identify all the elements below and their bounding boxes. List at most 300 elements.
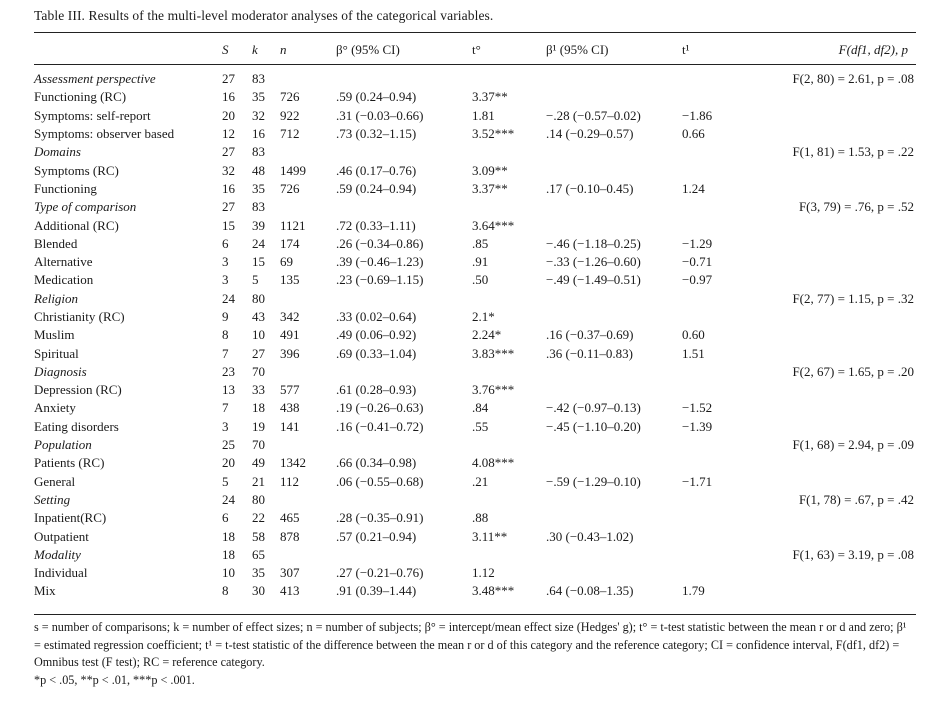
cell-beta1: .64 (−0.08–1.35) (546, 583, 634, 599)
table-row (34, 271, 916, 289)
cell-beta0: .69 (0.33–1.04) (336, 345, 417, 361)
table-row (34, 527, 916, 545)
cell-ftest (740, 271, 916, 289)
cell-n: 465 (280, 510, 300, 526)
row-label: Mix (34, 583, 56, 599)
cell-t1 (682, 88, 740, 106)
cell-s: 7 (222, 345, 229, 361)
cell-s: 27 (222, 71, 235, 87)
cell-beta1 (546, 216, 682, 234)
cell-beta0: .46 (0.17–0.76) (336, 162, 417, 178)
cell-beta0: .28 (−0.35–0.91) (336, 510, 424, 526)
cell-k: 15 (252, 254, 265, 270)
cell-t0 (472, 70, 546, 88)
cell-t0: 2.24* (472, 327, 502, 343)
cell-n (280, 143, 336, 161)
cell-beta1: −.33 (−1.26–0.60) (546, 254, 641, 270)
cell-t1 (682, 381, 740, 399)
cell-beta0: .66 (0.34–0.98) (336, 455, 417, 471)
header-t1: t¹ (682, 42, 690, 57)
table-header-row (34, 38, 916, 62)
table-row (34, 161, 916, 179)
table-row (34, 381, 916, 399)
table-row (34, 253, 916, 271)
cell-beta0: .61 (0.28–0.93) (336, 382, 417, 398)
cell-beta1 (546, 161, 682, 179)
cell-n (280, 436, 336, 454)
cell-beta0: .57 (0.21–0.94) (336, 528, 417, 544)
cell-ftest: F(3, 79) = .76, p = .52 (798, 199, 914, 215)
table-row (34, 564, 916, 582)
cell-n: 712 (280, 126, 300, 142)
cell-ftest: F(2, 80) = 2.61, p = .08 (792, 71, 914, 87)
cell-beta1 (546, 436, 682, 454)
cell-s: 3 (222, 418, 229, 434)
moderator-table (34, 38, 916, 601)
table-group-row (34, 546, 916, 564)
cell-k: 19 (252, 418, 265, 434)
row-label: Medication (34, 272, 94, 288)
cell-beta1: .17 (−0.10–0.45) (546, 180, 634, 196)
cell-s: 18 (222, 528, 235, 544)
cell-t0: 3.48*** (472, 583, 515, 599)
cell-t0: .84 (472, 400, 489, 416)
table-group-row (34, 436, 916, 454)
table-group-row (34, 491, 916, 509)
cell-t1 (682, 491, 740, 509)
cell-n: 577 (280, 382, 300, 398)
cell-k: 80 (252, 491, 265, 507)
cell-k: 48 (252, 162, 265, 178)
table-group-row (34, 198, 916, 216)
cell-ftest (740, 418, 916, 436)
cell-k: 30 (252, 583, 265, 599)
cell-k: 83 (252, 71, 265, 87)
cell-s: 3 (222, 272, 229, 288)
cell-t0: 3.83*** (472, 345, 515, 361)
cell-beta0: .16 (−0.41–0.72) (336, 418, 424, 434)
cell-s: 24 (222, 491, 235, 507)
cell-t0: .85 (472, 235, 489, 251)
cell-t1: 1.51 (682, 345, 705, 361)
cell-s: 16 (222, 180, 235, 196)
cell-beta0: .59 (0.24–0.94) (336, 89, 417, 105)
cell-ftest (740, 399, 916, 417)
cell-n: 1342 (280, 455, 306, 471)
cell-k: 83 (252, 144, 265, 160)
row-label: Spiritual (34, 345, 79, 361)
cell-n (280, 198, 336, 216)
cell-beta1: −.59 (−1.29–0.10) (546, 473, 641, 489)
cell-t0: 1.81 (472, 107, 495, 123)
cell-t0: 4.08*** (472, 455, 515, 471)
row-label: Eating disorders (34, 418, 119, 434)
table-row (34, 107, 916, 125)
bottom-rule (34, 614, 916, 615)
cell-ftest (740, 381, 916, 399)
table-group-row (34, 290, 916, 308)
cell-s: 24 (222, 290, 235, 306)
cell-t0: .21 (472, 473, 489, 489)
cell-t1 (682, 143, 740, 161)
cell-t0: 3.37** (472, 180, 508, 196)
cell-beta0 (336, 70, 472, 88)
table-row (34, 180, 916, 198)
cell-beta1 (546, 564, 682, 582)
cell-t1: −0.97 (682, 272, 713, 288)
cell-n: 135 (280, 272, 300, 288)
header-s: S (222, 42, 229, 57)
cell-k: 49 (252, 455, 265, 471)
cell-k: 35 (252, 565, 265, 581)
cell-n: 726 (280, 180, 300, 196)
row-label: General (34, 473, 76, 489)
cell-n (280, 491, 336, 509)
header-ftest: F(df1, df2), p (838, 42, 908, 57)
cell-t0: 3.76*** (472, 382, 515, 398)
cell-ftest (740, 88, 916, 106)
cell-ftest: F(1, 68) = 2.94, p = .09 (792, 437, 914, 453)
cell-t0 (472, 436, 546, 454)
cell-ftest (740, 473, 916, 491)
cell-beta0: .59 (0.24–0.94) (336, 180, 417, 196)
row-label: Individual (34, 565, 88, 581)
cell-s: 7 (222, 400, 229, 416)
cell-k: 22 (252, 510, 265, 526)
cell-n: 112 (280, 473, 300, 489)
cell-s: 15 (222, 217, 235, 233)
cell-beta0 (336, 491, 472, 509)
cell-ftest (740, 107, 916, 125)
cell-n (280, 546, 336, 564)
cell-ftest: F(2, 77) = 1.15, p = .32 (792, 290, 914, 306)
cell-beta1 (546, 491, 682, 509)
cell-t1 (682, 216, 740, 234)
cell-t1 (682, 363, 740, 381)
notes-definitions: s = number of comparisons; k = number of effect sizes; n = number of subjects; β° = intercept/mean effect size (Hedges' g); t° = t-test statistic between the mean r or d and zero; β¹ = estimated regression coefficient; t¹ = t-test statistic of the difference between the mean r or d of this category and the reference category; CI = confidence interval, F(df1, df2) = Omnibus test (F test); RC = reference category. (34, 620, 907, 669)
cell-ftest (740, 344, 916, 362)
cell-t1 (682, 308, 740, 326)
cell-n: 69 (280, 254, 293, 270)
row-label: Additional (RC) (34, 217, 119, 233)
cell-t1 (682, 454, 740, 472)
header-t0: t° (472, 42, 481, 57)
cell-s: 25 (222, 437, 235, 453)
cell-t1 (682, 198, 740, 216)
header-beta0: β° (95% CI) (336, 42, 400, 57)
header-n: n (280, 42, 287, 57)
cell-beta1 (546, 290, 682, 308)
cell-t0: 2.1* (472, 309, 495, 324)
table-row (34, 454, 916, 472)
cell-t0 (472, 363, 546, 381)
row-label: Religion (34, 290, 79, 306)
cell-ftest: F(1, 81) = 1.53, p = .22 (792, 144, 914, 160)
cell-n (280, 70, 336, 88)
cell-s: 20 (222, 455, 235, 471)
cell-k: 70 (252, 437, 265, 453)
cell-t0: 3.11** (472, 528, 508, 544)
cell-beta0: .91 (0.39–1.44) (336, 583, 417, 599)
row-label: Type of comparison (34, 199, 137, 215)
table-row (34, 326, 916, 344)
row-label: Symptoms: self-report (34, 107, 151, 123)
cell-k: 16 (252, 126, 265, 142)
cell-s: 32 (222, 162, 235, 178)
cell-t1: −1.39 (682, 418, 713, 434)
table-notes (34, 619, 916, 689)
cell-beta1 (546, 88, 682, 106)
cell-beta1: −.28 (−0.57–0.02) (546, 107, 641, 123)
cell-k: 65 (252, 546, 265, 562)
cell-beta1 (546, 546, 682, 564)
cell-beta1: −.45 (−1.10–0.20) (546, 418, 641, 434)
row-label: Anxiety (34, 400, 76, 416)
cell-t1 (682, 564, 740, 582)
cell-t1 (682, 436, 740, 454)
table-row (34, 216, 916, 234)
cell-beta1: .36 (−0.11–0.83) (546, 345, 634, 361)
cell-s: 12 (222, 126, 235, 142)
header-k: k (252, 42, 258, 57)
cell-beta1 (546, 363, 682, 381)
cell-beta0 (336, 143, 472, 161)
row-label: Muslim (34, 327, 75, 343)
cell-s: 18 (222, 546, 235, 562)
cell-beta1 (546, 454, 682, 472)
cell-beta0: .72 (0.33–1.11) (336, 217, 416, 233)
table-body (34, 70, 916, 601)
row-label: Inpatient(RC) (34, 510, 107, 526)
cell-n: 307 (280, 565, 300, 581)
cell-ftest (740, 180, 916, 198)
cell-k: 33 (252, 382, 265, 398)
cell-s: 9 (222, 309, 229, 324)
header-beta1: β¹ (95% CI) (546, 42, 609, 57)
row-label: Assessment perspective (34, 71, 156, 87)
row-label: Modality (34, 546, 81, 562)
header-label (34, 38, 222, 62)
cell-n: 396 (280, 345, 300, 361)
cell-k: 18 (252, 400, 265, 416)
cell-t1: −1.52 (682, 400, 713, 416)
cell-ftest (740, 454, 916, 472)
cell-k: 39 (252, 217, 265, 233)
row-label: Symptoms: observer based (34, 126, 175, 142)
cell-ftest (740, 582, 916, 600)
cell-k: 24 (252, 235, 265, 251)
cell-beta1: .30 (−0.43–1.02) (546, 528, 634, 544)
table-row (34, 308, 916, 326)
cell-t1 (682, 290, 740, 308)
cell-beta1 (546, 308, 682, 326)
cell-ftest (740, 326, 916, 344)
notes-significance: *p < .05, **p < .01, ***p < .001. (34, 672, 195, 687)
cell-beta0: .23 (−0.69–1.15) (336, 272, 424, 288)
table-row (34, 582, 916, 600)
cell-beta0: .73 (0.32–1.15) (336, 126, 417, 142)
cell-n (280, 363, 336, 381)
table-row (34, 399, 916, 417)
cell-n: 1499 (280, 162, 306, 178)
cell-s: 5 (222, 473, 229, 489)
cell-k: 32 (252, 107, 265, 123)
cell-s: 27 (222, 199, 235, 215)
row-label: Functioning (34, 180, 97, 196)
table-row (34, 344, 916, 362)
row-label: Setting (34, 491, 71, 507)
cell-beta0 (336, 198, 472, 216)
cell-t1: 0.60 (682, 327, 705, 343)
cell-beta1: −.42 (−0.97–0.13) (546, 400, 641, 416)
cell-s: 10 (222, 565, 235, 581)
cell-beta1: .16 (−0.37–0.69) (546, 327, 634, 343)
cell-k: 43 (252, 309, 265, 324)
cell-t0 (472, 546, 546, 564)
table-group-row (34, 363, 916, 381)
cell-t1: 1.24 (682, 180, 705, 196)
cell-t1: −1.86 (682, 107, 713, 123)
table-row (34, 418, 916, 436)
row-label: Diagnosis (34, 363, 87, 379)
cell-k: 35 (252, 89, 265, 105)
cell-k: 83 (252, 199, 265, 215)
cell-t1 (682, 161, 740, 179)
cell-s: 6 (222, 510, 229, 526)
table-caption: Table III. Results of the multi-level moderator analyses of the categorical variables. (34, 8, 494, 23)
cell-ftest (740, 308, 916, 326)
cell-ftest: F(1, 78) = .67, p = .42 (798, 491, 914, 507)
cell-beta0 (336, 290, 472, 308)
cell-t1 (682, 546, 740, 564)
row-label: Outpatient (34, 528, 89, 544)
cell-ftest (740, 509, 916, 527)
cell-beta0: .39 (−0.46–1.23) (336, 254, 424, 270)
cell-k: 35 (252, 180, 265, 196)
cell-ftest (740, 527, 916, 545)
cell-ftest (740, 253, 916, 271)
cell-s: 6 (222, 235, 229, 251)
cell-k: 10 (252, 327, 265, 343)
cell-t1 (682, 70, 740, 88)
cell-k: 5 (252, 272, 259, 288)
cell-beta1: .14 (−0.29–0.57) (546, 126, 634, 142)
cell-n: 438 (280, 400, 300, 416)
cell-t1: 1.79 (682, 583, 705, 599)
row-label: Blended (34, 235, 78, 251)
cell-beta1: −.46 (−1.18–0.25) (546, 235, 641, 251)
cell-k: 70 (252, 363, 265, 379)
cell-s: 13 (222, 382, 235, 398)
cell-beta1 (546, 198, 682, 216)
table-row (34, 473, 916, 491)
cell-ftest (740, 125, 916, 143)
cell-n: 1121 (280, 217, 306, 233)
cell-ftest: F(2, 67) = 1.65, p = .20 (792, 363, 914, 379)
cell-s: 8 (222, 583, 229, 599)
cell-s: 20 (222, 107, 235, 123)
cell-n: 342 (280, 309, 300, 324)
cell-ftest (740, 564, 916, 582)
cell-n: 174 (280, 235, 300, 251)
cell-t0 (472, 198, 546, 216)
row-label: Alternative (34, 254, 93, 270)
cell-beta1 (546, 381, 682, 399)
cell-beta0: .27 (−0.21–0.76) (336, 565, 424, 581)
cell-n: 726 (280, 89, 300, 105)
cell-n: 491 (280, 327, 300, 343)
cell-t0: 3.64*** (472, 217, 515, 233)
cell-beta1: −.49 (−1.49–0.51) (546, 272, 641, 288)
cell-n: 922 (280, 107, 300, 123)
cell-beta1 (546, 70, 682, 88)
cell-ftest (740, 161, 916, 179)
cell-ftest (740, 235, 916, 253)
cell-t1 (682, 527, 740, 545)
cell-s: 8 (222, 327, 229, 343)
table-row (34, 509, 916, 527)
cell-t0: 3.52*** (472, 126, 515, 142)
row-label: Population (34, 437, 92, 453)
cell-t0: 3.09** (472, 162, 508, 178)
table-row (34, 125, 916, 143)
cell-t0: .50 (472, 272, 489, 288)
cell-beta1 (546, 143, 682, 161)
row-label: Domains (34, 144, 81, 160)
cell-k: 80 (252, 290, 265, 306)
cell-n (280, 290, 336, 308)
cell-t0: 3.37** (472, 89, 508, 105)
cell-t1: −0.71 (682, 254, 713, 270)
row-label: Patients (RC) (34, 455, 105, 471)
cell-beta0: .33 (0.02–0.64) (336, 309, 417, 324)
cell-s: 27 (222, 144, 235, 160)
cell-beta0 (336, 436, 472, 454)
cell-k: 58 (252, 528, 265, 544)
row-label: Functioning (RC) (34, 89, 127, 105)
cell-k: 27 (252, 345, 265, 361)
cell-t1: −1.29 (682, 235, 713, 251)
cell-k: 21 (252, 473, 265, 489)
cell-t0 (472, 143, 546, 161)
cell-t0 (472, 491, 546, 509)
cell-s: 23 (222, 363, 235, 379)
cell-t0 (472, 290, 546, 308)
cell-beta0: .31 (−0.03–0.66) (336, 107, 424, 123)
cell-n: 413 (280, 583, 300, 599)
cell-beta0: .06 (−0.55–0.68) (336, 473, 424, 489)
table-group-row (34, 70, 916, 88)
table-row (34, 235, 916, 253)
cell-beta0: .26 (−0.34–0.86) (336, 235, 424, 251)
cell-ftest (740, 216, 916, 234)
cell-t0: 1.12 (472, 565, 495, 581)
cell-t1: 0.66 (682, 126, 705, 142)
cell-ftest: F(1, 63) = 3.19, p = .08 (792, 546, 914, 562)
cell-beta0 (336, 363, 472, 381)
cell-t1 (682, 509, 740, 527)
row-label: Symptoms (RC) (34, 162, 119, 178)
cell-t1: −1.71 (682, 473, 713, 489)
cell-beta0 (336, 546, 472, 564)
row-label: Depression (RC) (34, 382, 122, 398)
row-label: Christianity (RC) (34, 309, 125, 324)
cell-beta0: .19 (−0.26–0.63) (336, 400, 424, 416)
cell-s: 3 (222, 254, 229, 270)
cell-beta1 (546, 509, 682, 527)
cell-t0: .91 (472, 254, 489, 270)
cell-n: 141 (280, 418, 300, 434)
